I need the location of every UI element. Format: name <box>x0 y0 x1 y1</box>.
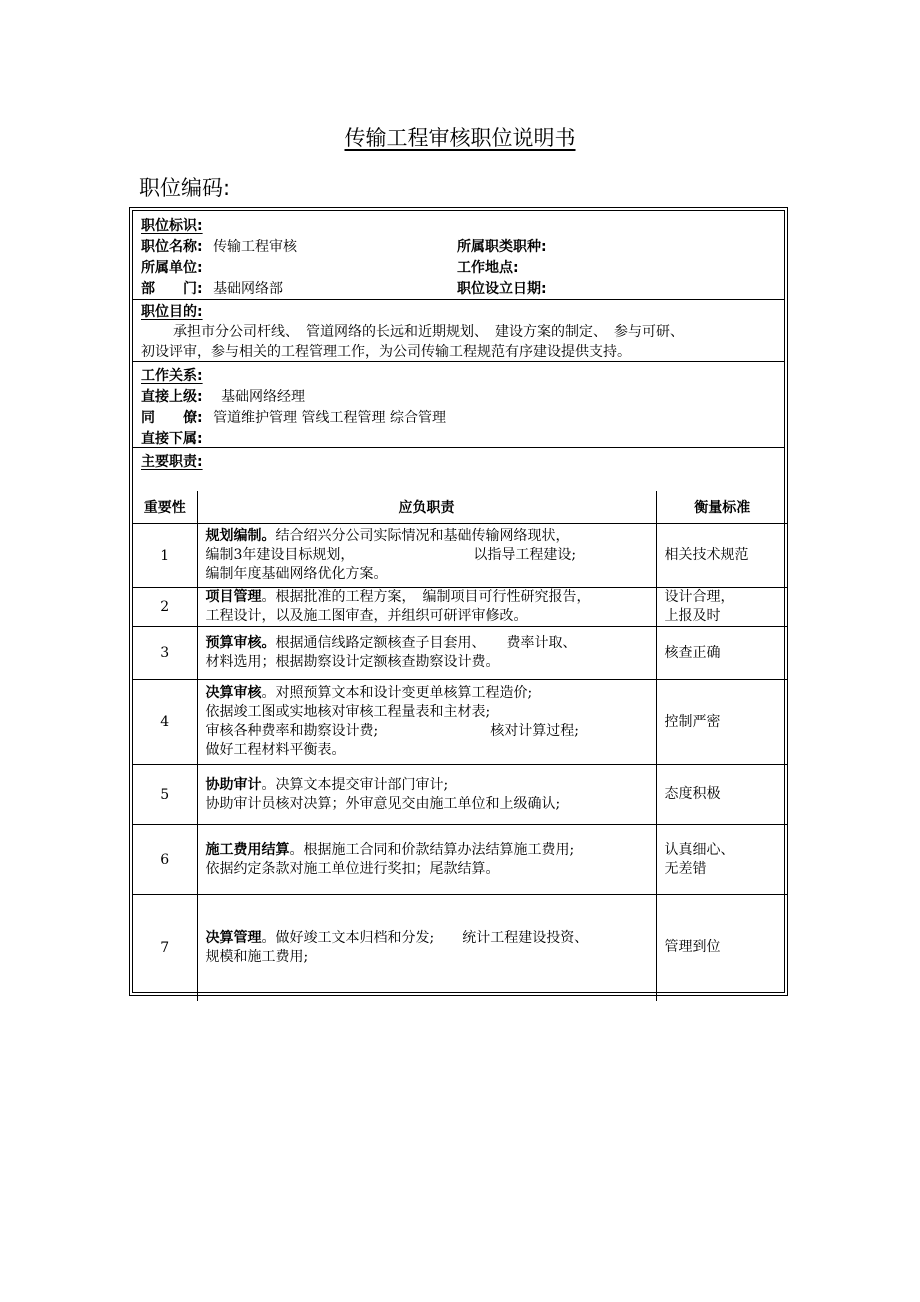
position-code-label: 职位编码: <box>139 176 231 200</box>
superior-value: 基础网络经理 <box>221 389 306 405</box>
duty-line: 。做好竣工文本归档和分发; 统计工程建设投资、 <box>261 929 589 946</box>
position-name-row <box>141 236 297 256</box>
duty-cell <box>197 895 656 1001</box>
table-row <box>133 524 788 588</box>
purpose-text-line-2: 初设评审，参与相关的工程管理工作，为公司传输工程规范有序建设提供支持。 <box>141 344 631 360</box>
peer-value: 管道维护管理 管线工程管理 综合管理 <box>213 410 446 426</box>
standard-cell <box>656 524 788 588</box>
position-name-label: 职位名称: <box>141 239 203 255</box>
duty-cell <box>197 588 656 627</box>
table-header-row <box>133 491 788 524</box>
row-number: 1 <box>133 524 197 588</box>
standard-line: 核查正确 <box>664 644 721 661</box>
duty-title: 决算审核 <box>205 685 262 701</box>
table-row <box>133 588 788 627</box>
relations-section <box>133 361 784 448</box>
job-description-frame <box>129 207 788 996</box>
duty-cell <box>197 680 656 765</box>
purpose-heading: 职位目的: <box>141 304 203 320</box>
superior-row <box>141 386 305 406</box>
row-number: 3 <box>133 627 197 680</box>
identity-section <box>133 211 784 300</box>
duty-line: 依据约定条款对施工单位进行奖扣；尾款结算。 <box>205 860 500 877</box>
header-importance: 重要性 <box>133 491 197 524</box>
duty-line: 结合绍兴分公司实际情况和基础传输网络现状， <box>275 528 570 544</box>
row-number: 6 <box>133 825 197 895</box>
table-row <box>133 895 788 1001</box>
purpose-text-line-1: 承担市分公司杆线、 管道网络的长远和近期规划、 建设方案的制定、 参与可研、 <box>173 324 684 340</box>
row-number: 5 <box>133 765 197 825</box>
table-row <box>133 680 788 765</box>
purpose-section <box>133 299 784 362</box>
duty-line: 材料选用；根据勘察设计定额核查勘察设计费。 <box>205 654 500 670</box>
row-number: 7 <box>133 895 197 1001</box>
duty-cell <box>197 825 656 895</box>
duty-line: 根据通信线路定额核查子目套用、 费率计取、 <box>275 635 577 651</box>
row-number: 2 <box>133 588 197 627</box>
standard-cell <box>656 765 788 825</box>
duties-heading: 主要职责: <box>141 454 203 470</box>
standard-line: 认真细心、 <box>664 841 735 858</box>
duty-line: 。根据施工合同和价款结算办法结算施工费用; <box>289 841 575 858</box>
row-number: 4 <box>133 680 197 765</box>
header-duty: 应负职责 <box>197 491 656 524</box>
identity-heading: 职位标识: <box>141 218 203 234</box>
standard-line: 无差错 <box>664 860 707 877</box>
peer-label: 同 僚: <box>141 410 203 426</box>
department-row <box>141 278 283 298</box>
establish-date-label: 职位设立日期: <box>457 281 547 297</box>
duty-line: 。根据批准的工程方案， 编制项目可行性研究报告， <box>261 589 591 605</box>
standard-line: 相关技术规范 <box>664 547 749 563</box>
standard-line: 上报及时 <box>664 608 721 624</box>
unit-label: 所属单位: <box>141 260 203 276</box>
duty-title: 预算审核。 <box>205 635 276 651</box>
standard-line: 设计合理， <box>664 589 735 605</box>
duty-title: 施工费用结算 <box>205 841 290 858</box>
duty-cell <box>197 627 656 680</box>
table-row <box>133 765 788 825</box>
standard-cell <box>656 680 788 765</box>
duty-line: 编制年度基础网络优化方案。 <box>205 566 388 582</box>
duty-line: 协助审计员核对决算；外审意见交由施工单位和上级确认; <box>205 795 561 812</box>
job-category-label: 所属职类职种: <box>457 239 547 255</box>
duties-table <box>133 491 788 1001</box>
duty-title: 规划编制。 <box>205 528 276 544</box>
duty-cell <box>197 765 656 825</box>
peer-row <box>141 407 446 427</box>
position-name-value: 传输工程审核 <box>213 239 298 255</box>
standard-line: 控制严密 <box>664 713 721 730</box>
standard-cell <box>656 588 788 627</box>
subordinate-label: 直接下属: <box>141 431 203 447</box>
duty-line: 。决算文本提交审计部门审计; <box>261 776 449 793</box>
table-row <box>133 825 788 895</box>
duty-cell <box>197 524 656 588</box>
standard-cell <box>656 627 788 680</box>
superior-label: 直接上级: <box>141 389 203 405</box>
duty-title: 决算管理 <box>205 929 262 946</box>
standard-cell <box>656 825 788 895</box>
duty-line: 依据竣工图或实地核对审核工程量表和主材表; <box>205 704 491 720</box>
duty-line: 编制3年建设目标规划， 以指导工程建设; <box>205 547 577 563</box>
department-label: 部 门: <box>141 281 203 297</box>
standard-cell <box>656 895 788 1001</box>
work-location-label: 工作地点: <box>457 260 519 276</box>
relations-heading: 工作关系: <box>141 368 203 384</box>
duty-line: 做好工程材料平衡表。 <box>205 742 346 758</box>
duty-line: 工程设计，以及施工图审查，并组织可研评审修改。 <box>205 608 528 624</box>
table-row <box>133 627 788 680</box>
duty-title: 项目管理 <box>205 589 262 605</box>
header-standard: 衡量标准 <box>656 491 788 524</box>
job-description-body <box>132 210 785 993</box>
standard-line: 态度积极 <box>664 786 721 802</box>
duty-title: 协助审计 <box>205 776 262 793</box>
document-title: 传输工程审核职位说明书 <box>344 126 576 150</box>
duty-line: 。对照预算文本和设计变更单核算工程造价; <box>261 685 533 701</box>
duty-line: 审核各种费率和勘察设计费; 核对计算过程; <box>205 723 579 739</box>
duties-section <box>133 447 784 491</box>
standard-line: 管理到位 <box>664 939 721 956</box>
duty-line: 规模和施工费用; <box>205 948 309 965</box>
department-value: 基础网络部 <box>213 281 284 297</box>
